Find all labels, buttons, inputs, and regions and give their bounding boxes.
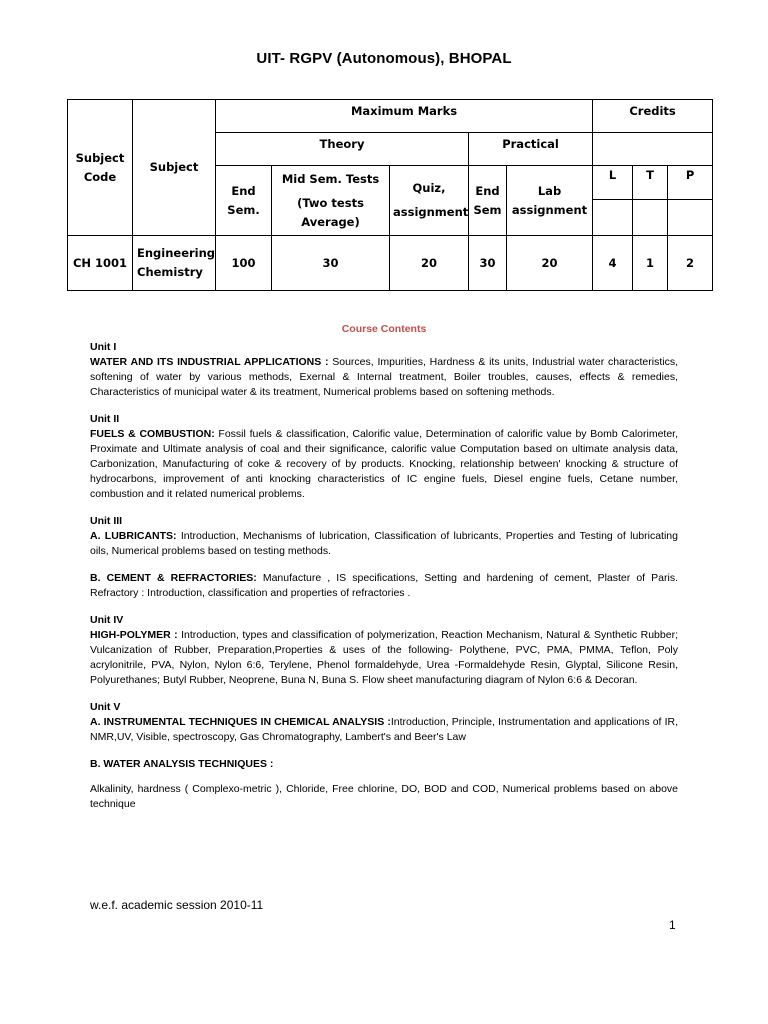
end-sem-cell: 100 [216,236,272,291]
unit-4-text: Introduction, types and classification of polymerization, Reaction Mechanism, Natural & Synthetic Rubber; Vulcanization of Rubber, Preparation,Properties & uses of the following- Polythene, PVC, PMA, PMMA, Teflon, Poly acrylonitrile, PVA, Nylon, Nylon 6:6, Terylene, Phenol formaldehyde, Urea -Formaldehyde Resin, Glyptal, Silicone Resin, Polyurethanes; Butyl Rubber, Neoprene, Buna N, Buna S. Flow sheet manufacturing diagram of Nylon 6:6 & Decoran. [90,629,678,686]
credits-spacer [593,133,713,166]
unit-5a-text: Introduction, Principle, Instrumentation and applications of IR, NMR,UV, Visible, spectroscopy, Gas Chromatography, Lambert's and Beer's Law [90,716,678,743]
unit-3a-text: Introduction, Mechanisms of lubrication, Classification of lubricants, Properties and Testing of lubricating oils, Numerical problems based on testing methods. [90,530,678,557]
mid-sem-label-1: Mid Sem. Tests [281,171,380,186]
unit-2-text: Fossil fuels & classification, Calorific value, Determination of calorific value by Bomb Calorimeter, Proximate and Ultimate analysis of coal and their significance, calorific value Computation based on ultimate analysis data, Carbonization, Manufacturing of coke & recovery of by products. Knocking, relationship between' knocking & structure of hydrocarbons, improvement of anti knocking characteristics of IC engine fuels, Diesel engine fuels, Cetane number, combustion and it related numerical problems. [90,428,679,500]
unit-2-label: Unit II [90,413,120,425]
subject-header: Subject [133,100,216,236]
footer-session: w.e.f. academic session 2010-11 [90,898,264,912]
lab-header [507,166,593,236]
unit-4-section [90,613,678,688]
unit-1-text: Sources, Impurities, Hardness & its units, Industrial water characteristics, softening of water by various methods, Exernal & Internal treatment, Boiler troubles, causes, effects & remedies, Characteristics of municipal water & its treatment, Numerical problems based on softening methods. [90,356,678,398]
credits-header: Credits [593,100,713,133]
mid-sem-cell: 30 [272,236,390,291]
unit-2-title: FUELS & COMBUSTION: [90,428,215,440]
unit-5-label: Unit V [90,701,121,713]
unit-2-section [90,412,678,502]
page-number: 1 [669,918,676,932]
course-contents [90,322,678,824]
quiz-label-1: Quiz, [412,181,446,195]
unit-3a-section [90,514,678,559]
subject-line-2: Chemistry [137,265,203,279]
unit-1-title: WATER AND ITS INDUSTRIAL APPLICATIONS : [90,356,329,368]
lab-label-2: assignment [511,202,588,217]
l-cell: 4 [593,236,633,291]
p-header: P [668,166,713,200]
table-row [68,236,713,291]
quiz-cell: 20 [390,236,469,291]
unit-5a-title: A. INSTRUMENTAL TECHNIQUES IN CHEMICAL ANALYSIS : [90,716,391,728]
course-contents-heading: Course Contents [341,323,427,335]
practical-end-sem-cell: 30 [469,236,507,291]
unit-1-section [90,340,678,400]
unit-3a-title: A. LUBRICANTS: [90,530,177,542]
practical-header: Practical [469,133,593,166]
l-header: L [593,166,633,200]
unit-5b-section [90,757,678,772]
lab-cell: 20 [507,236,593,291]
subject-line-1: Engineering [137,246,216,260]
unit-3b-text: Manufacture , IS specifications, Setting and hardening of cement, Plaster of Paris. Refractory : Introduction, classification and properties of refractories . [90,572,678,599]
mid-sem-label-2: (Two tests Average) [297,195,364,229]
unit-3b-section [90,571,678,601]
unit-5a-section [90,700,678,745]
unit-4-label: Unit IV [90,614,124,626]
end-sem-label: End Sem. [227,183,260,217]
unit-1-label: Unit I [90,341,117,353]
quiz-header [390,166,469,236]
page-title: UIT- RGPV (Autonomous), BHOPAL [256,50,512,67]
p-spacer [668,200,713,236]
unit-3b-title: B. CEMENT & REFRACTORIES: [90,572,257,584]
header-row-1 [68,100,713,133]
t-spacer [633,200,668,236]
marks-table [67,99,713,291]
mid-sem-header [272,166,390,236]
subject-code-cell: CH 1001 [68,236,133,291]
lab-label-1: Lab [537,183,562,198]
theory-header: Theory [216,133,469,166]
unit-5b-text: Alkalinity, hardness ( Complexo-metric ), Chloride, Free chlorine, DO, BOD and COD, Numerical problems based on above technique [90,783,678,810]
unit-3-label: Unit III [90,515,123,527]
unit-5b-text-block [90,782,678,812]
subject-cell [133,236,216,291]
subject-code-header: Subject Code [68,100,133,236]
practical-end-sem-label-2: Sem [473,202,502,217]
t-header: T [633,166,668,200]
practical-end-sem-header [469,166,507,236]
end-sem-header [216,166,272,236]
p-cell: 2 [668,236,713,291]
practical-end-sem-label-1: End [475,183,500,198]
unit-5b-title: B. WATER ANALYSIS TECHNIQUES : [90,758,274,770]
maximum-marks-header: Maximum Marks [216,100,593,133]
quiz-label-2: assignment [393,205,469,219]
t-cell: 1 [633,236,668,291]
unit-4-title: HIGH-POLYMER : [90,629,178,641]
l-spacer [593,200,633,236]
